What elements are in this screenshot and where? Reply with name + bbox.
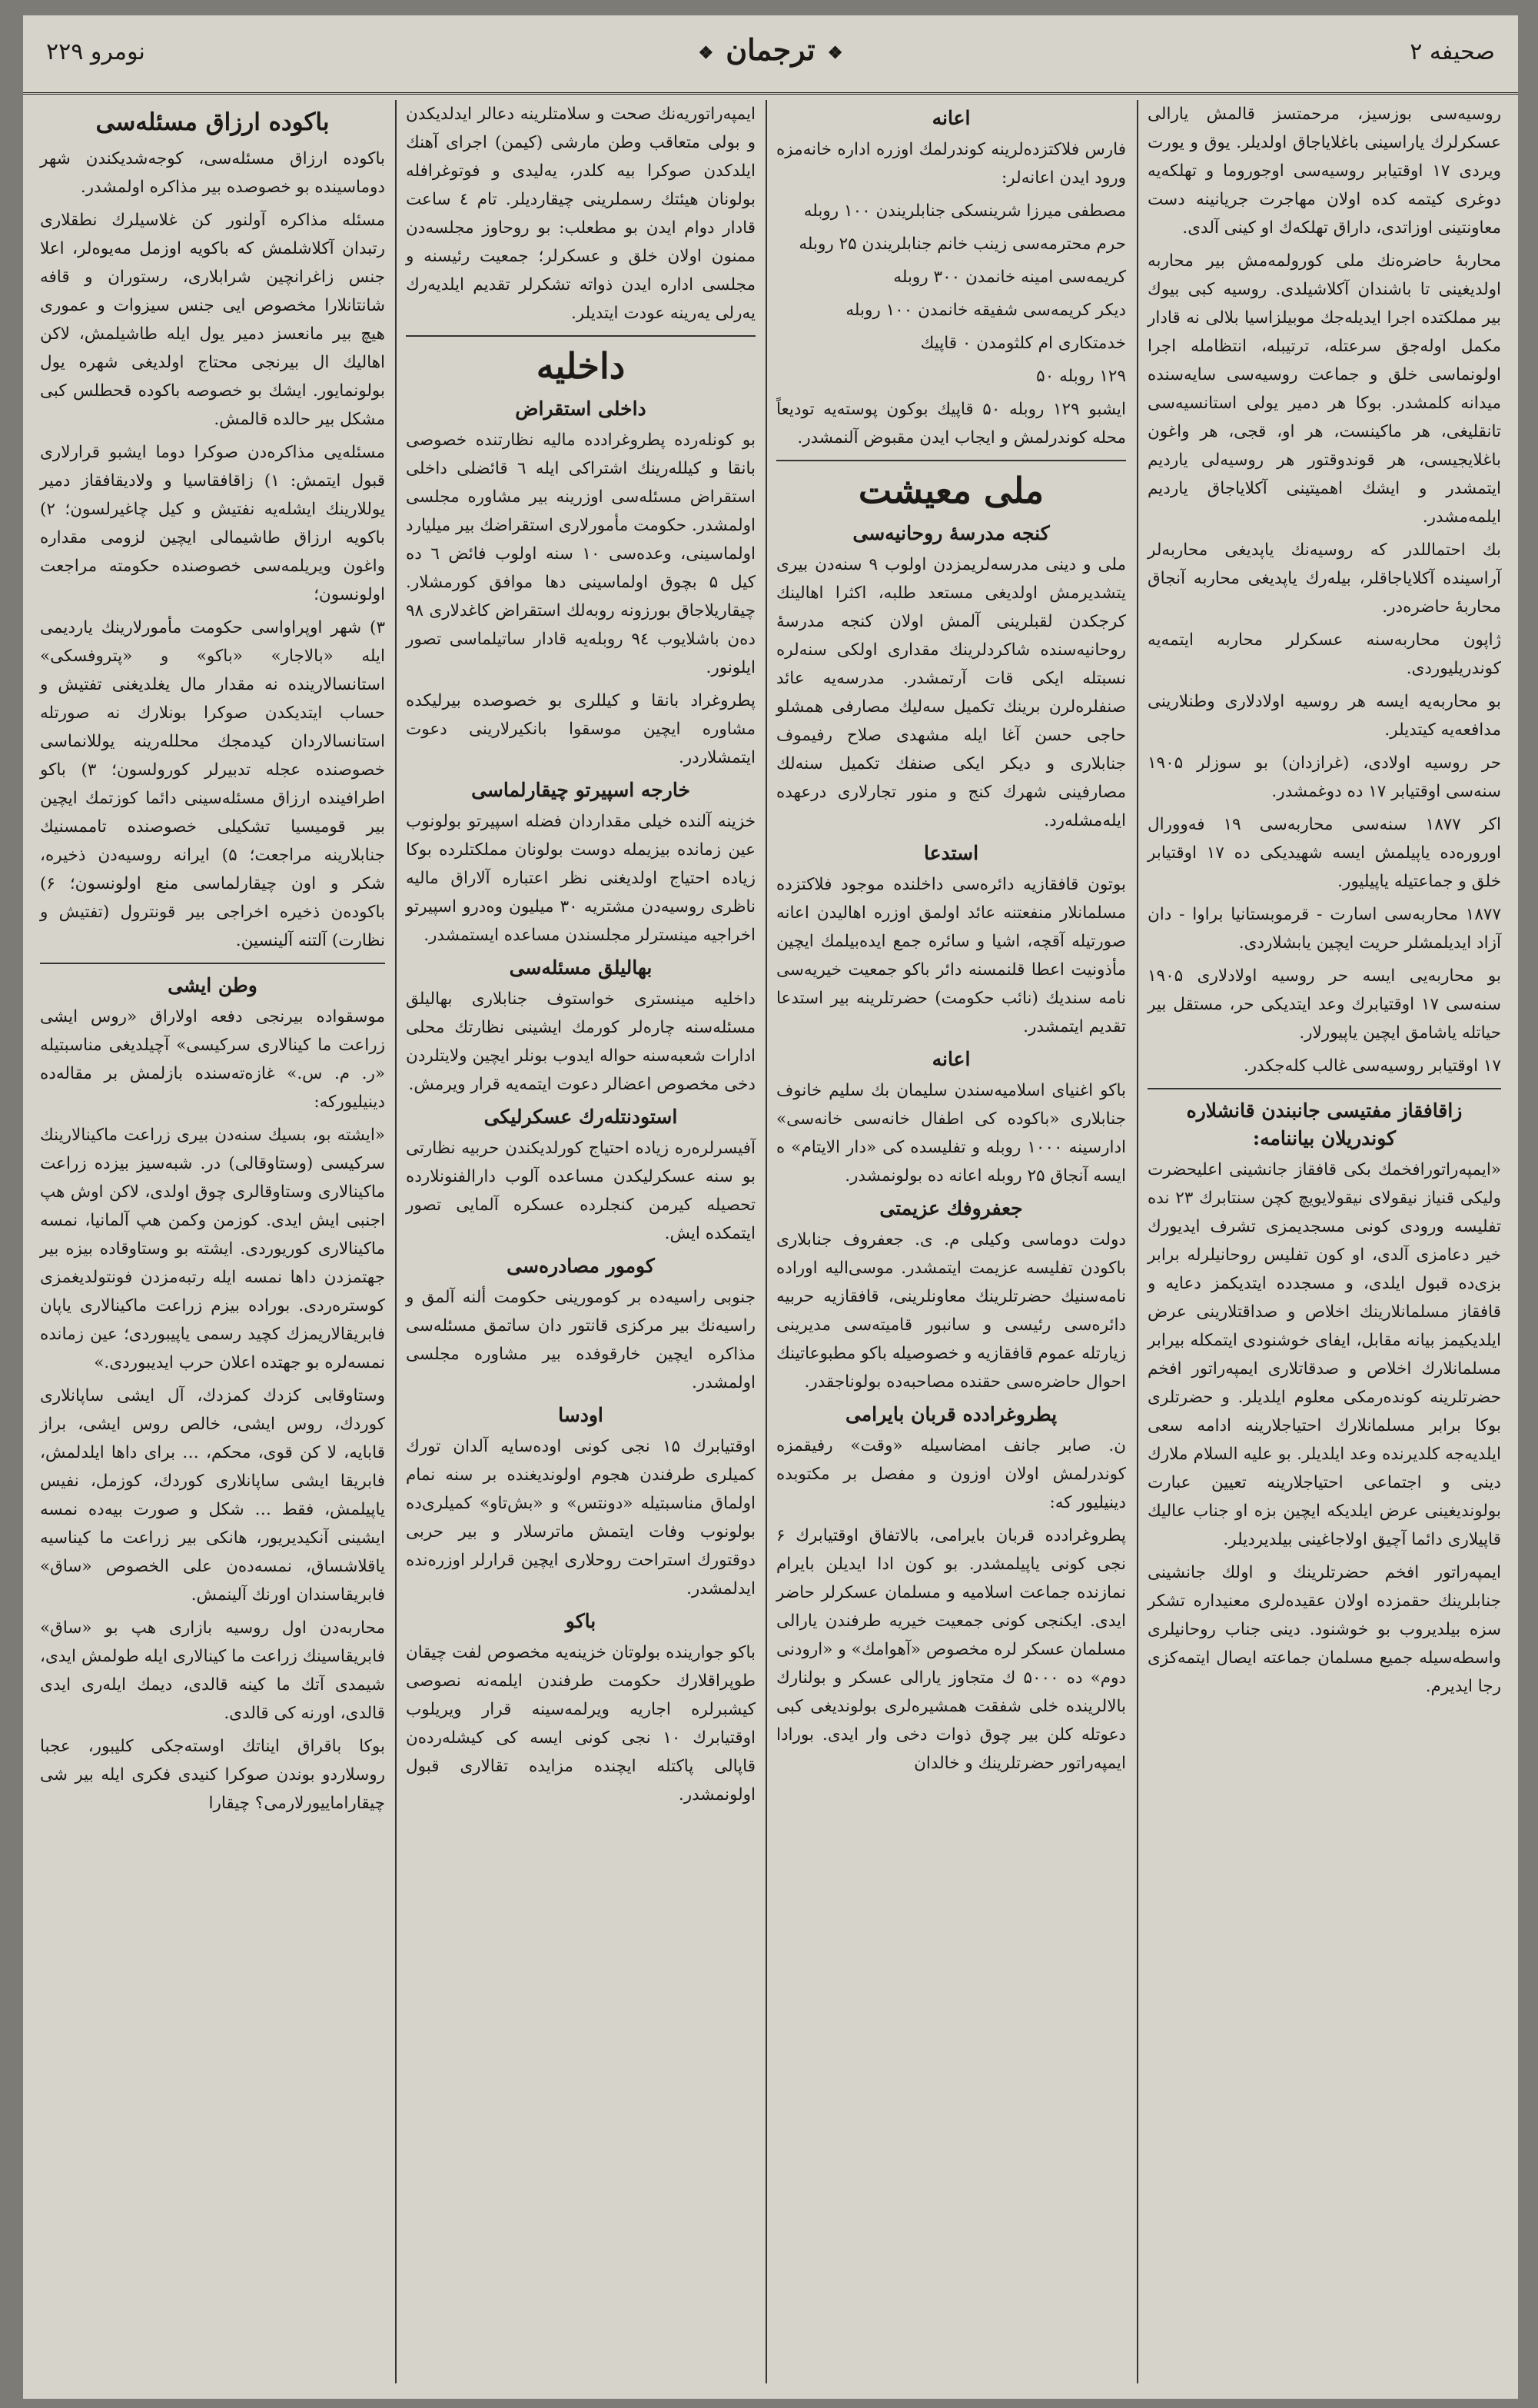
paragraph: محاربه‌ٔ حاضره‌نك ملی کورولمه‌مش بیر محاربه اولدیغینی تا باشندان آکلاشیلدی. روسیه کبی بیوك بیر مملکتده اجرا ایدیله‌جك موبیلزاسیا بلالی نه قادار مکمل اوله‌جق سرعتله، ترتیبله، انتظامله اجرا اولونماسی خلق و جماعت روسیه‌سی سایه‌سنده میدانه کلمشدر. بوکا هر دمیر یولی استانسیه‌سی تانقلیغی، هر ماکینست، هر او، قجی، هر واغون باغلایجیسی، هر قوندوقتور هر روسیه‌لی یاردیم ایتمشدر و ایشك اهمیتینی آکلایاجاق یاردیم ایلمه‌مشدر. (1148, 251, 1501, 527)
headline-bayram: پطروغراد‌ده قربان بایرامی (845, 1403, 1058, 1425)
divider (776, 460, 1126, 461)
paragraph: داخلیه مینستری خواستوف جنابلاری بهالیلق مسئله‌سنه چاره‌لر کورمك ایشینی نظارتك محلی ادارات شعبه‌سنه حواله ایدوب بونلر ایچین ولایتلردن دخی مخصوص اعضالر دعوت ایتمه‌یه قرار ویرمش. (406, 989, 756, 1094)
paragraph: موسقواده بیرنجی دفعه اولاراق «روس ایشی زراعت ما کینالاری سرکیسی» آچیلدیغی مناسبتیله «ر. م. س.» غازه‌ته‌سنده بازلمش بر مقاله‌ده دینیلیورکه: (40, 1007, 385, 1112)
paragraph: اوقتیابرك ۱۵ نجی کونی اوده‌سایه آلدان تورك کمیلری طرفندن هجوم اولوندیغنده بر سنه نمام اولماق مناسبتیله «دونتس» و «بش‌تاو» کمیلری‌ده بولونوب وفات ایتمش ماترسلار و بیر حربی دوقتورك استراحت روحلاری ایچین قرارلر اوزره‌نده ایدلمشدر. (406, 1437, 756, 1598)
donation-line: دیکر کریمه‌سی شفیقه خانمدن ۱۰۰ روبله (845, 301, 1126, 320)
headline-baku: باکو (565, 1610, 596, 1632)
donation-line: مصطفی میرزا شرینسکی جنابلریندن ۱۰۰ روبله (803, 201, 1126, 221)
column-rule (1137, 100, 1138, 2383)
paragraph: بو محاربه‌یی ایسه حر روسیه اولادلاری ۱۹۰۵ سنه‌سی ۱۷ اوقتیابرك وعد ایتدیکی حر، مستقل بیر حیاتله یاشامق ایچین یاپیورلار. (1148, 966, 1501, 1043)
paragraph: ۱۸۷۷ محاربه‌سی اسارت - قرموبستانیا براوا - دان آزاد ایدیلمشلر حریت ایچین یابشلاردی. (1148, 905, 1501, 953)
divider (1148, 1088, 1501, 1089)
headline-school: کنجه مدرسهٔ روحانیه‌سی (852, 522, 1050, 544)
newspaper-page (23, 15, 1518, 2399)
paragraph: ایمپه‌راتور افخم حضرتلرینك و اولك جانشینی جنابلرینك حقمزده اولان عقیده‌لری معنیداره تشکر سزه بیلدیروب بو خوشنود. دینی جناب روحانیلری واسطه‌سیله جمیع مسلمان جماعته ایصال ایتمه‌کزی رجا ایدیرم. (1148, 1563, 1501, 1696)
paragraph: وستاوقابی کزدك کمزدك، آل ایشی ساپانلاری کوردك، روس ایشی، خالص روس ایشی، براز قابایه، لا کن قوی، محکم، … برای داها ایلدلمش، فابریقا ایشی ساپانلاری کوردك، کوزمل، نفیس یاپیلمش، فقط … شکل و صورت بیه‌ده نمسه ایشینی آنکیدیریور، هانکی بیر زراعت ما کیناسیه یاقلاشساق، نمسه‌ده‌ن علی الخصوص «ساق» فابریقاسندان اورنك آلینمش. (40, 1386, 385, 1605)
divider (406, 335, 756, 337)
paragraph: پطروغراد بانقا و کیللری بو خصوصده بیرلیکده مشاوره ایچین موسقوا بانکیرلارینی دعوت ایتمشلاردر. (406, 691, 756, 767)
paragraph: «ایشته بو، بسیك سنه‌دن بیری زراعت ماکینالارینك سرکیسی (وستاوقالی) در. شبه‌سیز بیزده زراعت ماکینالاری وستاوقالری چوق اولدی، لاکن اوش هپ اجنبی ایش ایدی. کوزمن وکمن هپ آلمانیا، نمسه ماکینالاری کوریوردی. ایشته بو وستاوقاده بیزه بیر جهتمزدن داها نمسه ایله رتبه‌مزدن فونتولدیغمزی کوستره‌ردی. بوراده بیزم زراعت ماکینالاری یاپان فابریقالاریمزك کچید رسمی یاپیبوردی؛ عین زمانده نمسه‌لره بو جهتده اعلان حرب ایدیبوردی.» (40, 1126, 385, 1372)
paragraph: پطروغراد‌ده قربان بایرامی، بالاتفاق اوقتیابرك ۶ نجی کونی یاپیلمشدر. بو کون ادا ایدیلن بایرام نمازنده جماعت اسلامیه و مسلمان عسکرلر حاضر ایدی. ایکنجی کونی جمعیت خیریه طرفندن یارالی مسلمان عسکر لره مخصوص «آهوامك» و «ارودنی دوم» ده ۵۰۰۰ ك متجاوز یارالی عسکر و بولنارك بالالرینده خلی شفقت همشیره‌لری بولوندیغی کبی دعوتله کلن بیر چوق ذوات دخی وار ایدی. بورادا ایمپه‌راتور حضرتلرینك و خالدان (776, 1526, 1126, 1773)
paragraph: ایشبو ۱۲۹ روبله ۵۰ قاپیك بوکون پوسته‌یه تودیعاً محله کوندرلمش و ایجاب ایدن مقبوض آلنمشدر. (776, 400, 1126, 447)
headline-jafarov: جعفروفك عزیمتی (879, 1197, 1023, 1219)
headline-loan: داخلی استقراض (515, 397, 646, 420)
column-rule (766, 100, 767, 2383)
page-label: صحیفه ۲ (1410, 38, 1495, 65)
paragraph: اکر ۱۸۷۷ سنه‌سی محاربه‌سی ۱۹ فه‌وورال اوروره‌ده یاپیلمش ایسه شهیدیکی ده ۱۷ اوقتیابر خلق و جماعتیله یاپیلیور. (1148, 815, 1501, 891)
headline-coal: کومور مصادره‌سی (507, 1255, 655, 1277)
paragraph: ژاپون محاربه‌سنه عسکرلر محاربه ایتمه‌یه کوندریلیوردی. (1148, 630, 1501, 678)
headline-mufti: زاقافقاز مفتیسی جانبندن قانشلاره کوندریلان بیاننامه: (1186, 1099, 1463, 1149)
paragraph: مسئله مذاکره آولنور کن غلاسیلرك نطقلاری رتبدان آکلاشلمش که باکویه اوزمل مه‌یوه‌لر، اعلا جنس زاغرانچین شرابلاری، رستوران و قافه شانتانلارا مخصوص ایی جنس سیزوات و عموری هیچ بیر مانعسز دمیر یول ایله طاشیلمش، لا‌کن اهالیك ال بیرنجی محتاج اولدیغی شهره یول بولونمایور. ایشك بو خصوصه باکوده قحطلس کبی مشکل بیر حالده قالمش. (40, 211, 385, 429)
paragraph: بك احتماللدر که روسیه‌نك یاپدیغی محاربه‌لر آراسینده آکلایاجاقلر، بیله‌رك یاپدیغی محاربه آنجاق محاربهٔ حاضره‌در. (1148, 540, 1501, 617)
headline-patriotic: وطن ایشی (168, 974, 257, 996)
paragraph: بو کونله‌رده پطروغراد‌ده مالیه نظارتنده خصوصی بانقا و کیلله‌رینك اشتراکی ایله ٦ قائضلی داخلی استقراض مسئله‌سی اوزرینه بیر مشاوره مجلسی اولمشدر. حکومت مأمورلاری استقراضك بیر میلیارد اولماسینی، وعده‌سی ۱۰ سنه اولوب فائض ٦ ده کیل ۵ بچوق اولماسینی دها موافق کورمشلار. چیقاریلاجاق بورزونه روبه‌لك استقراض کاغدلاری ۹۸ ده‌ن باشلایوب ۹٤ روبله‌یه قادار ساتیلماسی تصور ایلونور. (406, 431, 756, 677)
paragraph: ملی و دینی مدرسه‌لریمزدن اولوب ۹ سنه‌دن بیری یتشدیرمش اولدیغی مستعد طلبه، اکثرا اهالینك کرجکدن لقبلرینی آلمش اولان کنجه مدرسهٔ روحانیه‌سنده شاکردلرینك مقداری اولکی سنه‌لره نسبتله ایکی قات آرتمشدر. مدرسه‌یه عائد صنفلره‌لرن برینك تکمیل سه‌لیك مصارفی همشلو حاجی حسن آغا ایله مشهدی صلاح رفیموف جنابلاری و دیکر ایکی صنفك تکمیل سنه‌لك مصارفینی شهرك کنج و منور تجارلاری درعهده ایله‌مشله‌رد. (776, 555, 1126, 830)
masthead (23, 15, 1518, 95)
paragraph: خزینه آلنده خیلی مقداردان فضله اسپیرتو بولونوب عین زمانده بیزیمله دوست بولونان مملکتلرده بوکا زیاده احتیاج اولدیغنی نظر اعتباره آلاراق مالیه ناظری روسیه‌دن مشتریه ۳۰ میلیون وه‌درو اسپیرتو اخراجیه مینسترلر مجلسندن مساعده ایستمشدر. (406, 812, 756, 945)
issue-number: نومرو ۲۲۹ (46, 38, 145, 65)
headline-prices: بهالیلق مسئله‌سی (509, 956, 653, 979)
headline-food: باکوده ارزاق مسئله‌سی (95, 108, 330, 136)
paragraph: باکو جوارینده بولوتان خزینه‌یه مخصوص لفت چیقان طوپراقلارك حکومت طرفندن ایلمه‌نه نصوصی کیشبرلره اجاریه ویرلمه‌سینه قرار ویریلوب اوقتیابرك ۱۰ نجی کونی ایسه کی کیشله‌رده‌ن قاپالی پاکتله ایچنده مزایده تقالاری قبول اولونمشدر. (406, 1643, 756, 1804)
paragraph: روسیه‌سی بوزسیز، مرحمتسز قالمش یارالی عسکرلرك یاراسینی باغلایاجاق اولدیلر. یوق و یورت ویردی ۱۷ اوقتیابر روسیه‌سی اوجوروما و تهلکه‌یه دوغری کیتمه کده اولان مهاجرت جریانینه دست معاونتینی اوزاتدی، داراق تهلکه‌ك او کینی آلدی. (1148, 105, 1501, 238)
donation-total: ۱۲۹ روبله ۵۰ (1036, 367, 1126, 386)
paragraph: آفیسرلره‌ره زیاده احتیاج کورلدیکندن حربیه نظارتی بو سنه عسکرلیکدن مساعده آلوب دارالفنونلارده تحصیله کیرمن کنجلرده عسکره آلمایی تصور ایتمکده ایش. (406, 1139, 756, 1243)
paragraph: مسئله‌یی مذاکره‌دن صوکرا دوما ایشبو قرارلاری قبول ایتمش: ۱) زاقافقاسیا و ولادیقافقاز دمیر یوللارینك ایشله‌یه نفتیش و کیل چاغیرلسون؛ ۲) باکویه ارزاق طاشیمالی ایچین لزومی مقداره واغون ویریلمه‌سی خصوصنده حکومته مراجعت اولونسون؛ (40, 443, 385, 604)
donation-line: حرم محترمه‌سی زینب خانم جنابلریندن ۲۵ روبله (799, 234, 1126, 254)
donation-line: کریمه‌سی امینه خانمدن ۳۰۰ روبله (893, 268, 1126, 287)
section-title-civic: ملی معیشت (858, 470, 1045, 511)
column-1 (1140, 100, 1509, 2383)
paragraph: «ایمپه‌راتورافخمك بکی قافقاز جانشینی اعلیحضرت ولیکی قنیاز نیقولای نیقولایویچ کچن سنتابرك ۲۳ نده تفلیسه ورودی کونی مسجدیمزی تشرف ایدیورك خیر دعامزی آلدی، او کون تفلیس روحانیلرله برابر بزی‌ده قبول ایلدی، و مسجدده ایتدیکمز دعایه و قافقاز مسلمانلارینك اخلاص و صداقتلارینی عرض ایلدیکیمز بیانه مقابل، ایفای خوشنودی ایتمکله بیرابر مسلمانلارك اخلاص و صدقاتلاری ایمپه‌راتور افخم حضرتلرینه کونده‌رمکی معلوم ایلدیلر. و حضرتلری بوکا برابر مسلمانلارك احتیاجلارینه ادامه سعی ایلدیه‌جه کلدیرنده وعد ایلدیلر. بو علیه السلام ملارك دینی و اجتماعی احتیاجلارینه تعیین عبارت بولوندیغینی عرض ایلدیکه ایچین بزه او جناب عالیك قاپیلاری دائما آچیق اولاجاغینی بیلدیردیلر. (1148, 1160, 1501, 1549)
paragraph: ۳) شهر اوپراواسی حکومت مأمورلارینك یاردیمی ایله «بالاجار» «باکو» و «پتروفسکی» استانسالارینده نه مقدار مال یغلدیغنی تفتیش و حساب ایتدیکدن صوکرا بونلارك نه صورتله استانسالاردان کیدمجك محلله‌رینه یوللانماسی خصوصنده عجله تدبیرلر کورولسون؛ ۳) باکو اطرافینده ارزاق مسئله‌سینی دائما کوزتمك ایچین بیر قومیسیا تشکیلی خصوصنده تاممسنیك جنابلارینه مراجعت؛ ۵) ایرانه روسیه‌دن ذخیره، شکر و اون چیقارلماسی منع اولونسون؛ ۶) باکوده‌ن ذخیره اخراجی بیر قونترول (تفتیش و نظارت) آلتنه آلینسین. (40, 618, 385, 950)
newspaper-title: ❖ ترجمان ❖ (23, 32, 1518, 67)
paragraph: دولت دوماسی وکیلی م. ی. جعفروف جنابلاری باکودن تفلیسه عزیمت ایتمشدر. موسی‌الیه اوراده نامه‌سنیك حضرتلرینك معاونلرینی، قافقازیه حربیه دائره‌سی رئیسی و سانبور قامیته‌سی مدیرینی زیارتله عموم قافقازیه و خصوصیله باکو مطبوعاتینك احوال حاضره‌سی حقنده مصاحبه‌ده بولوناجقدر. (776, 1230, 1126, 1392)
paragraph: محاربه‌دن اول روسیه بازاری هپ بو «ساق» فابریقاسینك زراعت ما کینالاری ایله طولمش ایدی، شیمدی آتك ما کینه قالدی، دیمك ایله‌ری ایدی قالدی، اورنه کی قالدی. (40, 1618, 385, 1723)
divider (40, 963, 385, 964)
paragraph: حر روسیه اولادی، (غرازدان) بو سوزلر ۱۹۰۵ سنه‌سی اوقتیابر ۱۷ ده دوغمشدر. (1148, 753, 1501, 801)
paragraph: باکو اغنیای اسلامیه‌سندن سلیمان بك سلیم خانوف جنابلاری «باکوده کی اطفال خانه‌سی خانه‌سی» ادارسینه ۱۰۰۰ روبله و تفلیسده کی «دار الایتام» ه ایسه آنجاق ۲۵ روبله اعانه ده بولونمشدر. (776, 1081, 1126, 1186)
paragraph: بوتون قافقازیه دائره‌سی داخلنده موجود فلاکتزده مسلمانلار منفعتنه عائد اولمق اوزره اهالیدن اعانه صورتیله آقچه، اشیا و سائره جمع ایده‌بیلمك ایچین مأذونیت اعطا قلنمسنه دائر باکو جمعیت خیریه‌سی نامه سندیك (نائب حکومت) حضرتلرینه بیر استدعا تقدیم ایتمشدر. (776, 875, 1126, 1036)
column-4 (32, 100, 393, 2383)
donation-line: خدمتکاری ام کلثومدن ۰ قاپیك (920, 334, 1126, 353)
headline-students: استودنتله‌رك عسکرلیکی (483, 1106, 678, 1128)
column-2 (769, 100, 1134, 2383)
column-rule (395, 100, 397, 2383)
paragraph: فارس فلاکتزده‌لرینه کوندرلمك اوزره اداره خانه‌مزه ورود ایدن اعانه‌لر: (776, 140, 1126, 188)
headline-alcohol-export: خارجه اسپیرتو چیقارلماسی (471, 779, 690, 801)
headline-request: استدعا (923, 842, 979, 864)
headline-odessa: اودسا (558, 1404, 603, 1426)
columns (32, 100, 1509, 2383)
paragraph: بو محاربه‌یه ایسه هر روسیه اولادلاری وطنلارینی مدافعه‌یه کیتدیلر. (1148, 692, 1501, 740)
paragraph: جنوبی راسیه‌ده بر کومورینی حکومت ألنه آلمق و راسیه‌نك بیر مرکزی قانتور دان ساتمق مسئله‌سی مذاکره ایچین خارقوفده بیر مشاوره مجلسی اولمشدر. (406, 1288, 756, 1392)
paragraph: ن. صابر جانف امضاسیله «وقت» رفیقمزه کوندرلمش اولان اوزون و مفصل بر مکتوبده دینیلیور که: (776, 1436, 1126, 1512)
paragraph: باکوده ارزاق مسئله‌سی، کوجه‌شدیکندن شهر دوماسینده بو خصوصده بیر مذاکره اولمشدر. (40, 149, 385, 197)
paragraph: ۱۷ اوقتیابر روسیه‌سی غالب کله‌جکدر. (1243, 1056, 1501, 1076)
paragraph: بوکا باقراق ایناتك اوسته‌جکی کلیبور، عجبا روسلاردو بوندن صوکرا کنیدی فکری ایله بیر شی چیقاراماییورلارمی؟ چیقارا (40, 1737, 385, 1813)
paragraph: ایمپه‌راتوریه‌نك صحت و سلامتلرینه دعالر ایدلدیکدن و بولی متعاقب وطن مارشی (کیمن) اجرای آهنك ایلدکدن صوکرا بیه کلدر، یه‌لیدی و فوتوغرافله بولونان هیئتك رسملرینی چیقاردیلر. تام ٤ ساعت قادار دوام ایدن بو مطعلب: بو روحاوز مجلسه‌دن ممنون اولان خلق و عسکرلر؛ جمعیت رئیسنه و مجلسی اداره ایدن ذواته تشکرلر تقدیم ایلدیه‌رك یه‌رلی یه‌رینه عودت ایتدیلر. (406, 105, 756, 323)
headline-aid: اعانه (932, 107, 971, 129)
section-title-domestic: داخلیه (536, 345, 626, 387)
column-3 (398, 100, 763, 2383)
headline-aid: اعانه (932, 1048, 971, 1070)
